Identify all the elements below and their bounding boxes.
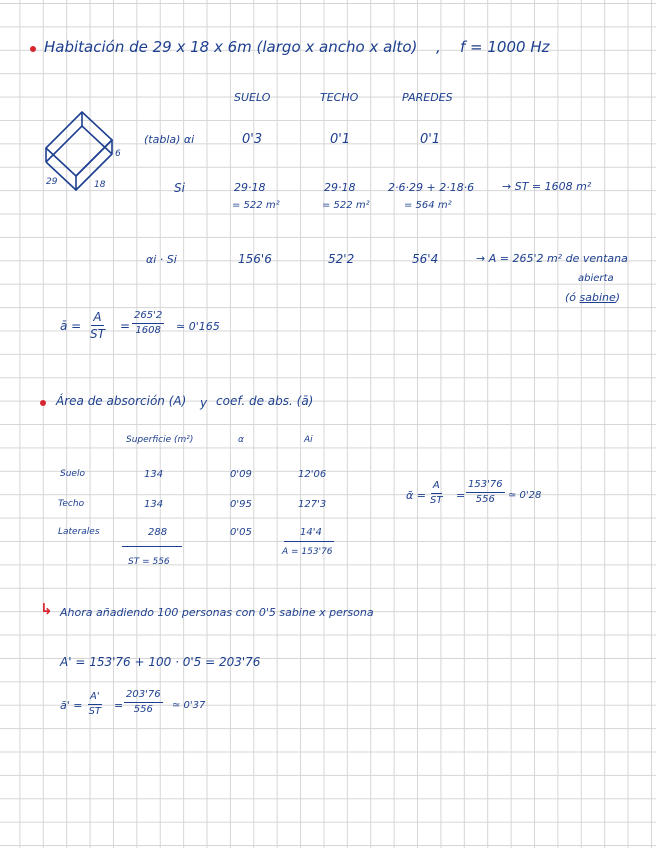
table2-row-sup: 134 [144, 499, 164, 510]
as-suelo: 156'6 [238, 252, 272, 266]
st-total-result: → ST = 1608 m² [502, 180, 592, 193]
s-techo-expr: 29·18 [324, 181, 356, 194]
formula1-den: ST [90, 327, 105, 341]
table2-st-total: ST = 556 [128, 557, 170, 567]
formula4-fraction2 [124, 690, 163, 715]
table2-a-total: A = 153'76 [282, 547, 333, 557]
formula1-num: A [93, 310, 102, 324]
as-paredes: 56'4 [412, 252, 439, 266]
problem-title: Habitación de 29 x 18 x 6m (largo x ancho x alto) [44, 38, 418, 56]
table2-row-name: Techo [58, 499, 85, 509]
s-suelo-result: = 522 m² [232, 200, 280, 211]
row-alpha-label: (tabla) αi [144, 133, 195, 146]
formula1-eq: = [120, 319, 131, 333]
table2-row-name: Laterales [58, 527, 100, 537]
table2-header-alpha: α [238, 435, 244, 445]
formula1-lhs: ā = [60, 319, 82, 333]
formula2-fraction [430, 481, 442, 506]
formula2-den: ST [430, 495, 443, 506]
formula2-result: ≃ 0'28 [508, 490, 542, 501]
formula4-den2: 556 [133, 704, 153, 715]
col-paredes-header: PAREDES [402, 91, 453, 104]
bullet-dot-2 [40, 400, 46, 406]
table2-row-alpha: 0'05 [230, 527, 252, 538]
formula1-den2: 1608 [135, 325, 161, 336]
bullet-dot [30, 46, 36, 52]
a-total-result-line2: abierta [578, 273, 614, 284]
s-paredes-result: = 564 m² [404, 200, 452, 211]
formula2-num2: 153'76 [466, 480, 505, 493]
formula1-num2: 265'2 [132, 311, 164, 324]
table2-row-name: Suelo [60, 469, 85, 479]
table2-header-sup: Superficie (m²) [126, 435, 194, 445]
table2-row-alpha: 0'95 [230, 499, 252, 510]
alpha-paredes: 0'1 [420, 132, 441, 147]
a-total-result: → A = 265'2 m² de ventana [476, 252, 628, 265]
formula4-lhs: ā' = [60, 699, 83, 712]
diagram-width-label: 18 [94, 180, 106, 190]
formula2-num: A [431, 481, 442, 494]
formula4-num: A' [88, 692, 102, 705]
row-as-label: αi · Si [146, 253, 177, 266]
formula4-den: ST [88, 706, 102, 717]
table2-row-ai: 127'3 [298, 499, 327, 510]
table2-row-sup: 134 [144, 469, 164, 480]
table2-row-ai: 12'06 [298, 469, 327, 480]
a-unit-close: ) [615, 291, 621, 304]
formula1-fraction2 [132, 311, 164, 336]
diagram-length-label: 29 [46, 177, 58, 187]
section2-title: Área de absorción (A) [56, 394, 187, 408]
formula3-line: A' = 153'76 + 100 · 0'5 = 203'76 [60, 655, 261, 669]
heading-separator: , [436, 38, 441, 56]
table2-sup-sum-line [122, 546, 182, 547]
row-s-label: Si [174, 181, 185, 195]
formula4-num2: 203'76 [124, 690, 163, 703]
formula1-fraction [90, 311, 105, 340]
formula2-eq: = [456, 489, 466, 502]
s-paredes-expr: 2·6·29 + 2·18·6 [388, 181, 475, 194]
a-unit-prefix: (ó [565, 291, 577, 304]
section2-title2: coef. de abs. (ā) [216, 394, 314, 408]
section3-arrow: ↳ [40, 600, 53, 618]
as-techo: 52'2 [328, 252, 355, 266]
a-unit-sabine: sabine [579, 291, 616, 304]
formula2-fraction2 [466, 480, 505, 505]
s-suelo-expr: 29·18 [234, 181, 266, 194]
formula4-eq: = [114, 699, 124, 712]
table2-ai-sum-line [284, 541, 334, 542]
table2-row-sup: 288 [148, 527, 168, 538]
col-techo-header: TECHO [320, 91, 359, 104]
alpha-techo: 0'1 [330, 132, 351, 147]
diagram-height-label: 6 [115, 149, 121, 159]
frequency: f = 1000 Hz [460, 38, 550, 56]
table2-header-ai: Ai [304, 435, 313, 445]
col-suelo-header: SUELO [234, 91, 271, 104]
table2-row-alpha: 0'09 [230, 469, 252, 480]
alpha-suelo: 0'3 [242, 132, 263, 147]
s-techo-result: = 522 m² [322, 200, 370, 211]
formula2-lhs: ᾱ = [406, 489, 426, 502]
formula4-fraction [88, 692, 102, 717]
section3-title: Ahora añadiendo 100 personas con 0'5 sabine x persona [60, 606, 374, 619]
a-total-result-line3 [565, 292, 620, 303]
formula1-result: ≃ 0'165 [176, 320, 220, 333]
section2-y: y [200, 396, 208, 410]
table2-row-ai: 14'4 [300, 527, 322, 538]
formula2-den2: 556 [475, 494, 495, 505]
formula4-result: ≃ 0'37 [172, 700, 206, 711]
